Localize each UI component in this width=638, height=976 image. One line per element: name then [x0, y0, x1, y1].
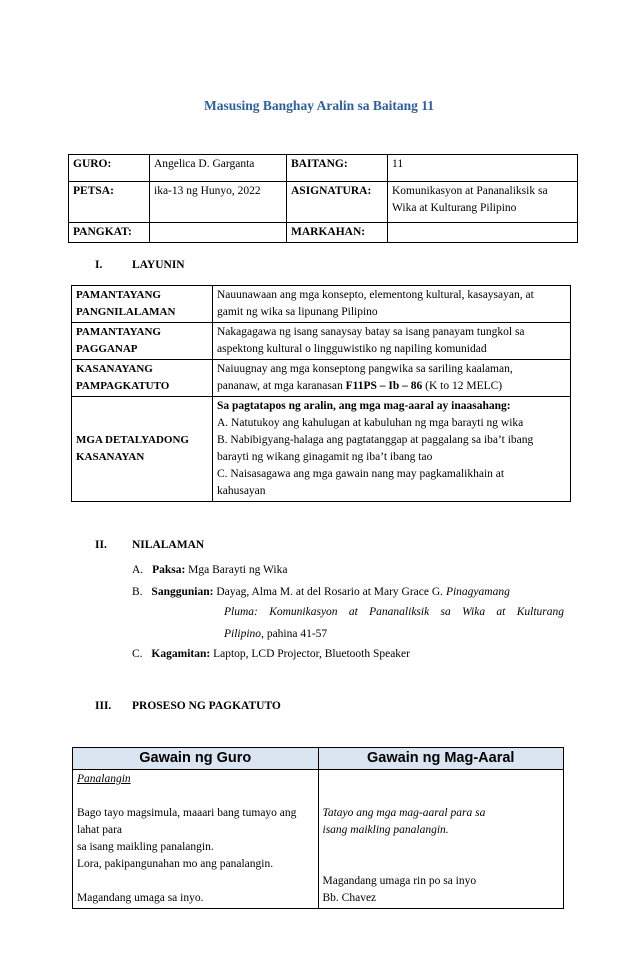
section-2-title: NILALAMAN [132, 539, 205, 551]
baitang-value: 11 [388, 155, 578, 182]
table-row [72, 323, 571, 360]
text-line: B. Nabibigyang-halaga ang pagtatanggap at paggalang sa iba’t ibang [217, 434, 534, 446]
text-line: Magandang umaga sa inyo. [77, 892, 204, 904]
text-span: pananaw, at mga karanasan [217, 380, 346, 392]
content-item-b-line2: Pluma: Komunikasyon at Pananaliksik sa Wika at Kulturang [224, 606, 564, 618]
guro-cell [73, 770, 319, 909]
col-header-guro: Gawain ng Guro [73, 748, 319, 770]
text-line: Nakagagawa ng isang sanaysay batay sa isang panayam tungkol sa [217, 326, 525, 338]
text-line: Tatayo ang mga mag-aaral para sa [322, 807, 486, 819]
label-line: KASANAYAN [76, 451, 145, 463]
label-line: PAMANTAYANG [76, 326, 161, 338]
guro-value: Angelica D. Garganta [150, 155, 287, 182]
label-line: MGA DETALYADONG [76, 434, 189, 446]
objective-label [72, 286, 213, 323]
col-header-mag-aaral: Gawain ng Mag-Aaral [318, 748, 564, 770]
text-line: kahusayan [217, 485, 266, 497]
guro-label: GURO: [69, 155, 150, 182]
content-item-b-line3 [224, 628, 327, 640]
label-line: PAGGANAP [76, 343, 138, 355]
item-value: Dayag, Alma M. at del Rosario at Mary Grace G. [213, 586, 446, 598]
text-span: (K to 12 MELC) [422, 380, 503, 392]
item-prefix: A. [132, 564, 144, 576]
item-prefix: B. [132, 586, 143, 598]
pangkat-label: PANGKAT: [69, 223, 150, 243]
label-line: KASANAYANG [76, 363, 153, 375]
mag-aaral-cell [318, 770, 564, 909]
pangkat-value [150, 223, 287, 243]
item-label: Paksa: [152, 564, 186, 576]
table-row [73, 770, 564, 909]
spacer [77, 873, 314, 890]
text-line: A. Natutukoy ang kahulugan at kabuluhan ng mga barayti ng wika [217, 417, 524, 429]
petsa-label: PETSA: [69, 182, 150, 223]
table-row [72, 397, 571, 502]
melc-code: F11PS – Ib – 86 [345, 380, 423, 392]
panalangin-heading: Panalangin [77, 773, 131, 785]
item-value: , pahina 41-57 [261, 628, 328, 640]
spacer [77, 788, 314, 805]
table-row [69, 223, 578, 243]
text-line: gamit ng wika sa lipunang Pilipino [217, 306, 378, 318]
text-line: Magandang umaga rin po sa inyo [322, 875, 477, 887]
objectives-table [71, 285, 571, 502]
info-table [68, 154, 578, 243]
objective-text [213, 360, 571, 397]
text-line: isang maikling panalangin. [322, 824, 449, 836]
text-line: Lora, pakipangunahan mo ang panalangin. [77, 858, 274, 870]
page-title: Masusing Banghay Aralin sa Baitang 11 [204, 98, 434, 113]
section-3-number: III. [95, 700, 112, 712]
item-prefix: C. [132, 648, 143, 660]
table-row [69, 182, 578, 223]
objective-text [213, 323, 571, 360]
objective-text [213, 286, 571, 323]
spacer [323, 839, 560, 873]
text-line: Bago tayo magsimula, maaari bang tumayo ang lahat para [77, 807, 297, 836]
label-line: PAMPAGKATUTO [76, 380, 170, 392]
text-line: Nauunawaan ang mga konsepto, elementong kultural, kasaysayan, at [217, 289, 534, 301]
asignatura-line: Komunikasyon at Pananaliksik sa [392, 185, 548, 197]
item-value: Laptop, LCD Projector, Bluetooth Speaker [210, 648, 410, 660]
content-item-b [132, 586, 510, 598]
item-value: Mga Barayti ng Wika [185, 564, 288, 576]
markahan-label: MARKAHAN: [287, 223, 388, 243]
activity-table [72, 747, 564, 909]
text-line: aspektong kultural o lingguwistiko ng napiling komunidad [217, 343, 487, 355]
text-line: sa isang maikling panalangin. [77, 841, 214, 853]
text-line [217, 378, 566, 395]
table-row [72, 360, 571, 397]
item-value: Pilipino [224, 628, 262, 640]
section-1-title: LAYUNIN [132, 259, 185, 271]
content-item-c [132, 648, 410, 660]
item-value: Pinagyamang [445, 586, 510, 598]
content-item-a [132, 564, 287, 576]
text-line: barayti ng wikang ginagamit ng iba’t ibang tao [217, 451, 433, 463]
spacer [323, 771, 560, 805]
asignatura-line: Wika at Kulturang Pilipino [392, 202, 517, 214]
table-header-row [73, 748, 564, 770]
label-line: PANGNILALAMAN [76, 306, 176, 318]
objective-label [72, 360, 213, 397]
objective-label [72, 397, 213, 502]
objective-text [213, 397, 571, 502]
text-line: C. Naisasagawa ang mga gawain nang may pagkamalikhain at [217, 468, 505, 480]
section-3-title: PROSESO NG PAGKATUTO [132, 700, 281, 712]
section-2-number: II. [95, 539, 107, 551]
text-line: Bb. Chavez [322, 892, 377, 904]
detalyado-heading: Sa pagtatapos ng aralin, ang mga mag-aaral ay inaasahang: [217, 400, 511, 412]
label-line: PAMANTAYANG [76, 289, 161, 301]
table-row [72, 286, 571, 323]
section-1-number: I. [95, 259, 103, 271]
markahan-value [388, 223, 578, 243]
petsa-value: ika-13 ng Hunyo, 2022 [150, 182, 287, 223]
text-line: Naiuugnay ang mga konseptong pangwika sa sariling kaalaman, [217, 363, 513, 375]
asignatura-label: ASIGNATURA: [287, 182, 388, 223]
item-label: Sanggunian: [151, 586, 214, 598]
baitang-label: BAITANG: [287, 155, 388, 182]
item-label: Kagamitan: [151, 648, 211, 660]
objective-label [72, 323, 213, 360]
asignatura-value [388, 182, 578, 223]
table-row [69, 155, 578, 182]
